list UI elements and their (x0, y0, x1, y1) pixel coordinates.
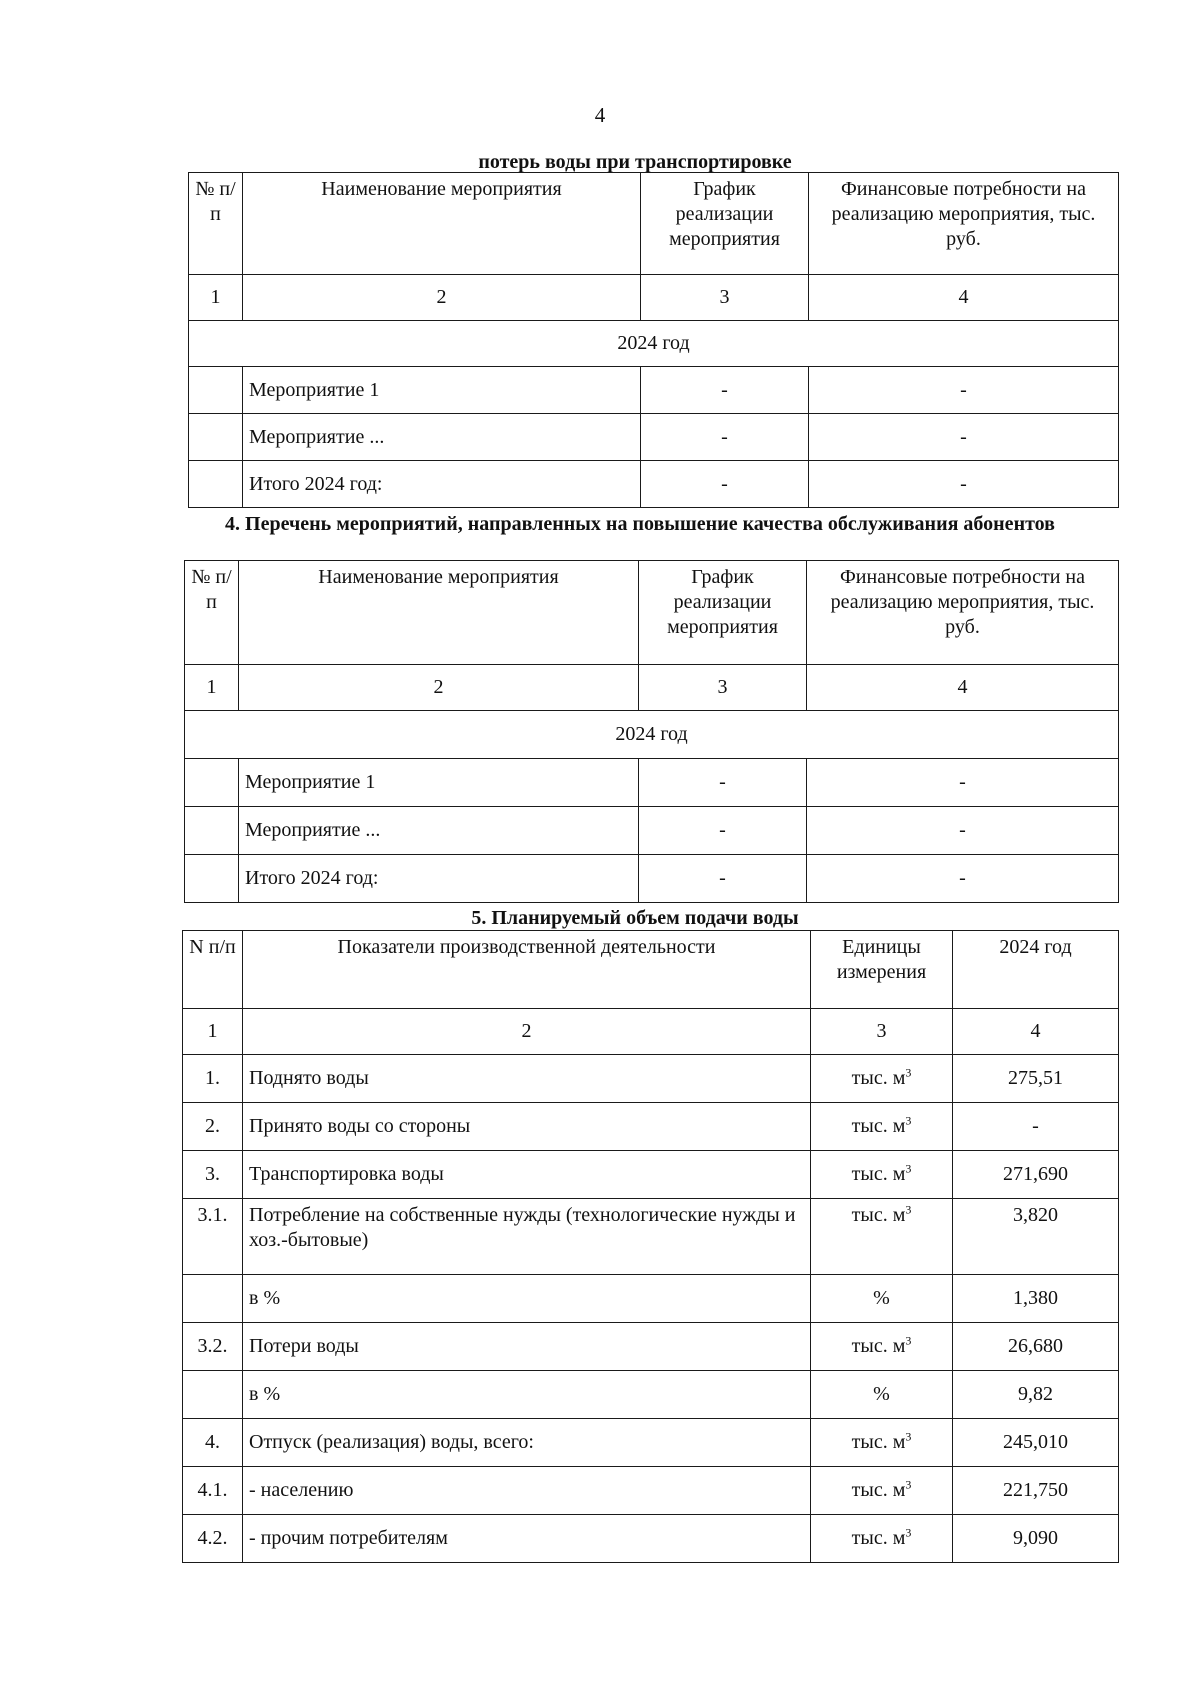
row-name: Мероприятие ... (239, 807, 639, 855)
header-name: Наименование мероприятия (243, 173, 641, 275)
row-unit (811, 1371, 953, 1419)
row-value: 271,690 (953, 1151, 1119, 1199)
unit-superscript: 3 (905, 1065, 912, 1080)
table-row (183, 1199, 1119, 1275)
header-finance: Финансовые потребности на реализацию мероприятия, тыс. руб. (807, 561, 1119, 665)
unit-superscript: 3 (905, 1477, 912, 1492)
row-name: Итого 2024 год: (243, 461, 641, 508)
row-num: 4.1. (183, 1467, 243, 1515)
row-value: 221,750 (953, 1467, 1119, 1515)
row-unit (811, 1055, 953, 1103)
row-schedule: - (641, 461, 809, 508)
row-num: 2. (183, 1103, 243, 1151)
table-row-total (185, 855, 1119, 903)
row-schedule: - (641, 414, 809, 461)
row-finance: - (807, 855, 1119, 903)
table-row (183, 1151, 1119, 1199)
unit-superscript: 3 (905, 1202, 912, 1217)
section-5-title: 5. Планируемый объем подачи воды (471, 907, 799, 929)
col-number: 3 (641, 275, 809, 321)
header-schedule: График реализации мероприятия (641, 173, 809, 275)
row-indicator: Поднято воды (243, 1055, 811, 1103)
row-finance: - (809, 461, 1119, 508)
row-value: 26,680 (953, 1323, 1119, 1371)
row-finance: - (809, 414, 1119, 461)
row-value: 3,820 (953, 1199, 1119, 1275)
unit-text: тыс. м (851, 1067, 906, 1089)
row-num: 3. (183, 1151, 243, 1199)
row-unit (811, 1323, 953, 1371)
row-num (189, 367, 243, 414)
table-row (185, 807, 1119, 855)
row-unit (811, 1515, 953, 1563)
row-unit (811, 1103, 953, 1151)
row-num (185, 759, 239, 807)
header-num: № п/п (189, 173, 243, 275)
row-unit (811, 1275, 953, 1323)
row-num (189, 414, 243, 461)
header-year: 2024 год (953, 931, 1119, 1009)
table-row (183, 1275, 1119, 1323)
col-number: 2 (243, 1009, 811, 1055)
row-finance: - (807, 807, 1119, 855)
col-number: 1 (189, 275, 243, 321)
unit-superscript: 3 (905, 1161, 912, 1176)
table-row (183, 1419, 1119, 1467)
col-number: 1 (183, 1009, 243, 1055)
header-num: N п/п (183, 931, 243, 1009)
header-name: Наименование мероприятия (239, 561, 639, 665)
row-name: Итого 2024 год: (239, 855, 639, 903)
row-indicator: Принято воды со стороны (243, 1103, 811, 1151)
header-unit: Единицы измерения (811, 931, 953, 1009)
row-schedule: - (639, 807, 807, 855)
header-num: № п/п (185, 561, 239, 665)
row-unit (811, 1419, 953, 1467)
row-name: Мероприятие ... (243, 414, 641, 461)
col-number: 4 (809, 275, 1119, 321)
row-num: 4. (183, 1419, 243, 1467)
row-num (183, 1371, 243, 1419)
row-num (183, 1275, 243, 1323)
row-value: 9,090 (953, 1515, 1119, 1563)
row-unit (811, 1199, 953, 1275)
row-num: 4.2. (183, 1515, 243, 1563)
col-number: 2 (239, 665, 639, 711)
unit-text: тыс. м (851, 1335, 906, 1357)
unit-text: тыс. м (851, 1163, 906, 1185)
unit-text: % (873, 1383, 890, 1405)
row-num: 1. (183, 1055, 243, 1103)
row-value: 9,82 (953, 1371, 1119, 1419)
section-3-table (188, 172, 1119, 508)
row-indicator: Транспортировка воды (243, 1151, 811, 1199)
table-header-row (189, 173, 1119, 275)
row-value: 1,380 (953, 1275, 1119, 1323)
row-indicator: Потребление на собственные нужды (технологические нужды и хоз.-бытовые) (243, 1199, 811, 1275)
row-num (185, 855, 239, 903)
unit-superscript: 3 (905, 1525, 912, 1540)
row-indicator: в % (243, 1371, 811, 1419)
year-label: 2024 год (189, 321, 1119, 367)
unit-text: тыс. м (851, 1115, 906, 1137)
table-row (183, 1055, 1119, 1103)
section-3-title-tail: потерь воды при транспортировке (478, 151, 792, 173)
unit-text: % (873, 1287, 890, 1309)
page-number: 4 (594, 103, 606, 127)
col-number: 1 (185, 665, 239, 711)
row-indicator: - прочим потребителям (243, 1515, 811, 1563)
unit-superscript: 3 (905, 1113, 912, 1128)
row-num (185, 807, 239, 855)
table-row (185, 759, 1119, 807)
col-number: 3 (811, 1009, 953, 1055)
header-indicator: Показатели производственной деятельности (243, 931, 811, 1009)
row-unit (811, 1467, 953, 1515)
row-num: 3.2. (183, 1323, 243, 1371)
column-number-row (185, 665, 1119, 711)
section-4-title: 4. Перечень мероприятий, направленных на повышение качества обслуживания абонентов (225, 513, 1055, 535)
column-number-row (183, 1009, 1119, 1055)
row-schedule: - (639, 759, 807, 807)
row-indicator: в % (243, 1275, 811, 1323)
row-name: Мероприятие 1 (243, 367, 641, 414)
row-finance: - (807, 759, 1119, 807)
unit-text: тыс. м (851, 1204, 906, 1226)
col-number: 4 (807, 665, 1119, 711)
unit-superscript: 3 (905, 1333, 912, 1348)
table-header-row (185, 561, 1119, 665)
col-number: 4 (953, 1009, 1119, 1055)
section-4-table (184, 560, 1119, 903)
header-schedule: График реализации мероприятия (639, 561, 807, 665)
row-indicator: Отпуск (реализация) воды, всего: (243, 1419, 811, 1467)
table-row (189, 367, 1119, 414)
row-value: 245,010 (953, 1419, 1119, 1467)
row-schedule: - (641, 367, 809, 414)
row-num: 3.1. (183, 1199, 243, 1275)
col-number: 2 (243, 275, 641, 321)
unit-text: тыс. м (851, 1527, 906, 1549)
row-num (189, 461, 243, 508)
unit-superscript: 3 (905, 1429, 912, 1444)
row-unit (811, 1151, 953, 1199)
table-header-row (183, 931, 1119, 1009)
row-value: - (953, 1103, 1119, 1151)
section-5-table (182, 930, 1119, 1563)
unit-text: тыс. м (851, 1479, 906, 1501)
row-indicator: - населению (243, 1467, 811, 1515)
year-row (185, 711, 1119, 759)
table-row (183, 1103, 1119, 1151)
table-row-total (189, 461, 1119, 508)
col-number: 3 (639, 665, 807, 711)
row-indicator: Потери воды (243, 1323, 811, 1371)
table-row (183, 1371, 1119, 1419)
row-finance: - (809, 367, 1119, 414)
table-row (189, 414, 1119, 461)
year-row (189, 321, 1119, 367)
table-row (183, 1323, 1119, 1371)
table-row (183, 1515, 1119, 1563)
header-finance: Финансовые потребности на реализацию мероприятия, тыс. руб. (809, 173, 1119, 275)
table-row (183, 1467, 1119, 1515)
row-schedule: - (639, 855, 807, 903)
row-name: Мероприятие 1 (239, 759, 639, 807)
row-value: 275,51 (953, 1055, 1119, 1103)
year-label: 2024 год (185, 711, 1119, 759)
column-number-row (189, 275, 1119, 321)
unit-text: тыс. м (851, 1431, 906, 1453)
